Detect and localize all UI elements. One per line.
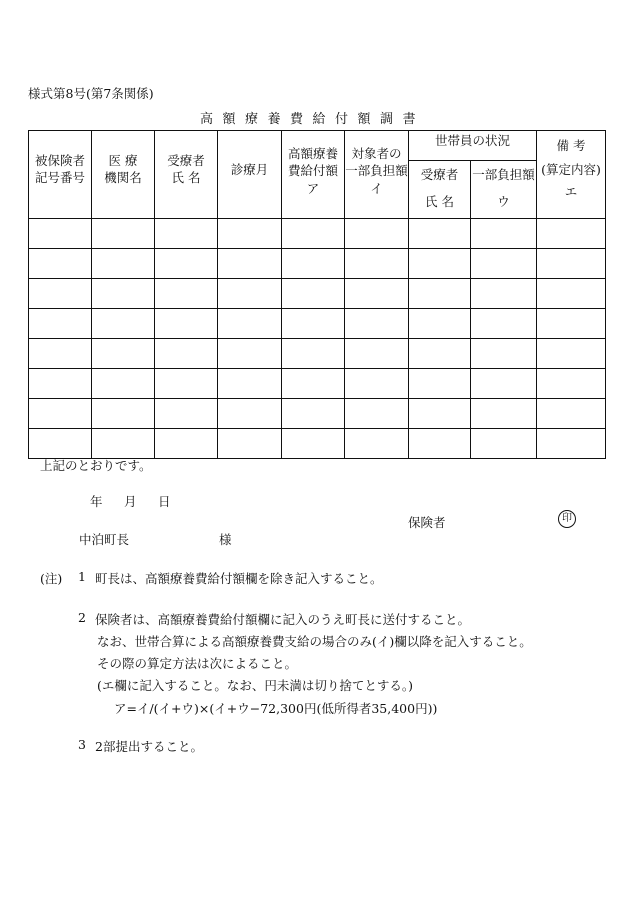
header-household-status: 世帯員の状況	[409, 131, 537, 161]
table-cell[interactable]	[92, 369, 155, 399]
table-cell[interactable]	[29, 429, 92, 459]
note-text: 2部提出すること。	[95, 739, 203, 754]
table-body	[29, 219, 606, 459]
table-row	[29, 219, 606, 249]
note-text: 保険者は、高額療養費給付額欄に記入のうえ町長に送付すること。	[95, 612, 471, 627]
table-cell[interactable]	[29, 249, 92, 279]
benefit-survey-table	[28, 130, 606, 459]
table-cell[interactable]	[92, 249, 155, 279]
table-row	[29, 399, 606, 429]
table-cell[interactable]	[471, 249, 537, 279]
notes-prefix: (注)	[40, 571, 63, 586]
table-cell[interactable]	[218, 399, 282, 429]
table-cell[interactable]	[537, 219, 606, 249]
table-cell[interactable]	[345, 339, 409, 369]
header-high-cost-amount: 高額療養 費給付額 ア	[282, 131, 345, 219]
table-cell[interactable]	[282, 219, 345, 249]
table-cell[interactable]	[218, 369, 282, 399]
table-cell[interactable]	[282, 339, 345, 369]
table-cell[interactable]	[218, 219, 282, 249]
table-cell[interactable]	[471, 339, 537, 369]
table-cell[interactable]	[537, 429, 606, 459]
table-cell[interactable]	[282, 249, 345, 279]
table-cell[interactable]	[155, 369, 218, 399]
table-cell[interactable]	[409, 399, 471, 429]
table-cell[interactable]	[409, 369, 471, 399]
seal-mark: 印	[558, 510, 576, 528]
table-cell[interactable]	[92, 219, 155, 249]
table-cell[interactable]	[92, 399, 155, 429]
table-cell[interactable]	[345, 369, 409, 399]
table-cell[interactable]	[345, 279, 409, 309]
table-cell[interactable]	[409, 279, 471, 309]
table-cell[interactable]	[92, 339, 155, 369]
table-cell[interactable]	[155, 279, 218, 309]
honorific: 様	[219, 532, 232, 547]
table-row	[29, 339, 606, 369]
table-cell[interactable]	[345, 399, 409, 429]
table-cell[interactable]	[345, 309, 409, 339]
table-cell[interactable]	[537, 249, 606, 279]
table-cell[interactable]	[409, 309, 471, 339]
table-cell[interactable]	[155, 309, 218, 339]
table-row	[29, 249, 606, 279]
addressee: 中泊町長	[79, 532, 130, 547]
calculation-formula: ア=イ/(イ+ウ)×(イ+ウ−72,300円(低所得者35,400円))	[114, 701, 438, 716]
table-cell[interactable]	[282, 399, 345, 429]
table-cell[interactable]	[471, 219, 537, 249]
table-cell[interactable]	[471, 429, 537, 459]
insurer-label: 保険者	[408, 515, 446, 530]
table-cell[interactable]	[471, 399, 537, 429]
table-row	[29, 429, 606, 459]
table-cell[interactable]	[155, 339, 218, 369]
table-cell[interactable]	[92, 429, 155, 459]
table-cell[interactable]	[537, 399, 606, 429]
note-text: なお、世帯合算による高額療養費支給の場合のみ(イ)欄以降を記入すること。	[97, 634, 532, 649]
note-number: 1	[78, 569, 86, 584]
table-cell[interactable]	[409, 219, 471, 249]
table-cell[interactable]	[345, 249, 409, 279]
note-number: 2	[78, 610, 86, 625]
note-text: その際の算定方法は次によること。	[97, 656, 298, 671]
header-insured-number: 被保険者 記号番号	[29, 131, 92, 219]
header-target-copay: 対象者の 一部負担額 イ	[345, 131, 409, 219]
table-cell[interactable]	[345, 219, 409, 249]
table-cell[interactable]	[409, 249, 471, 279]
header-remarks: 備 考 (算定内容) エ	[537, 131, 606, 219]
date-day: 日	[158, 494, 171, 509]
note-text: 町長は、高額療養費給付額欄を除き記入すること。	[95, 571, 383, 586]
form-number: 様式第8号(第7条関係)	[28, 86, 154, 101]
table-cell[interactable]	[29, 279, 92, 309]
table-cell[interactable]	[155, 429, 218, 459]
table-cell[interactable]	[471, 309, 537, 339]
table-cell[interactable]	[218, 339, 282, 369]
table-cell[interactable]	[471, 279, 537, 309]
header-household-copay: 一部負担額 ウ	[471, 161, 537, 219]
table-cell[interactable]	[92, 309, 155, 339]
note-number: 3	[78, 737, 86, 752]
table-cell[interactable]	[218, 429, 282, 459]
table-cell[interactable]	[537, 279, 606, 309]
table-cell[interactable]	[155, 249, 218, 279]
header-treatment-month: 診療月	[218, 131, 282, 219]
table-cell[interactable]	[92, 279, 155, 309]
note-text: (エ欄に記入すること。なお、円未満は切り捨てとする。)	[97, 678, 414, 693]
statement-text: 上記のとおりです。	[40, 458, 152, 473]
table-cell[interactable]	[29, 399, 92, 429]
table-cell[interactable]	[345, 429, 409, 459]
table-row	[29, 279, 606, 309]
table-cell[interactable]	[218, 279, 282, 309]
table-row	[29, 309, 606, 339]
table-cell[interactable]	[218, 249, 282, 279]
date-month: 月	[124, 494, 137, 509]
table-cell[interactable]	[29, 339, 92, 369]
table-cell[interactable]	[471, 369, 537, 399]
table-cell[interactable]	[29, 369, 92, 399]
table-cell[interactable]	[29, 309, 92, 339]
header-medical-institution: 医 療 機関名	[92, 131, 155, 219]
table-cell[interactable]	[282, 429, 345, 459]
table-row	[29, 369, 606, 399]
table-cell[interactable]	[409, 429, 471, 459]
table-cell[interactable]	[282, 279, 345, 309]
header-patient-name: 受療者 氏 名	[155, 131, 218, 219]
table-cell[interactable]	[155, 399, 218, 429]
table-cell[interactable]	[409, 339, 471, 369]
table-cell[interactable]	[155, 219, 218, 249]
document-title: 高額療養費給付額調書	[200, 112, 426, 127]
table-cell[interactable]	[282, 369, 345, 399]
header-household-patient-name: 受療者 氏 名	[409, 161, 471, 219]
table-cell[interactable]	[29, 219, 92, 249]
table-cell[interactable]	[282, 309, 345, 339]
table-cell[interactable]	[537, 339, 606, 369]
date-year: 年	[90, 494, 103, 509]
table-cell[interactable]	[218, 309, 282, 339]
table-cell[interactable]	[537, 309, 606, 339]
table-cell[interactable]	[537, 369, 606, 399]
